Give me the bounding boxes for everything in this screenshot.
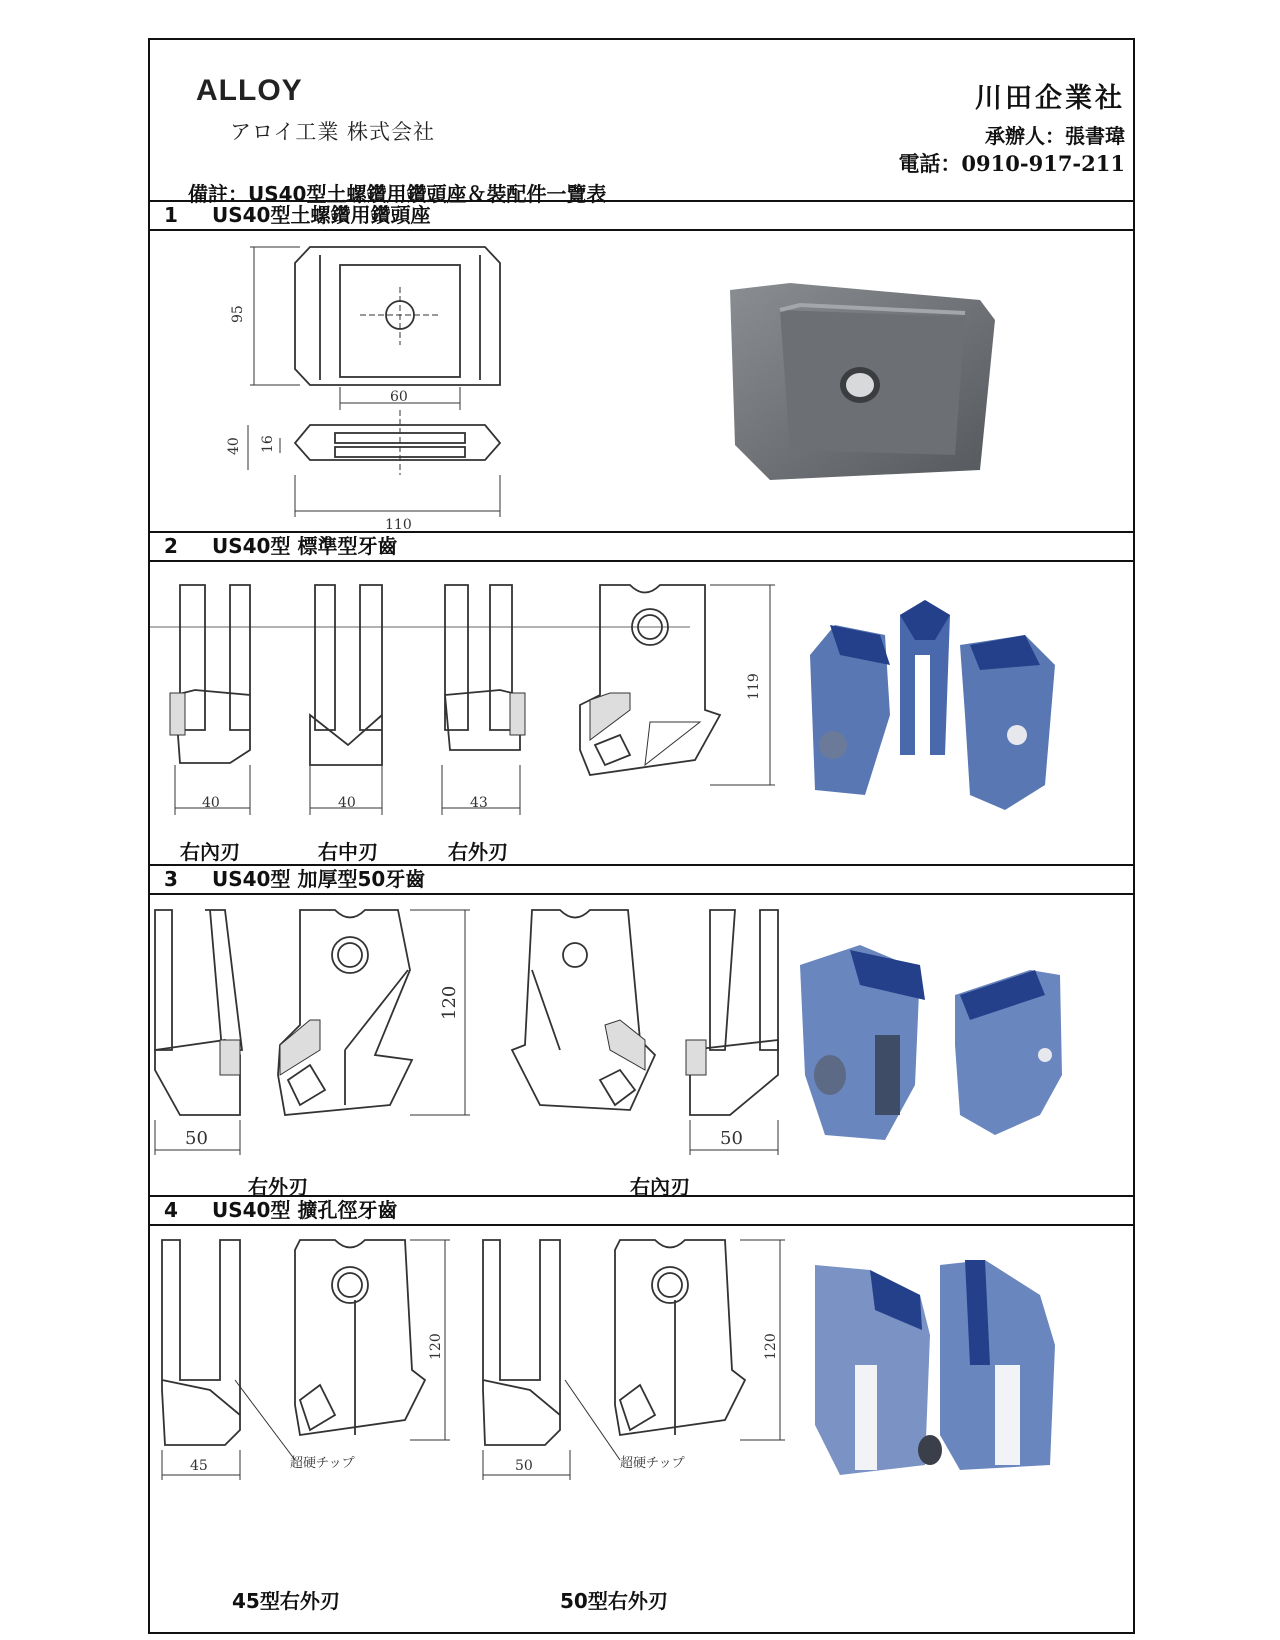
reamer-teeth-photo [810, 1255, 1080, 1485]
dim-110: 110 [385, 517, 412, 533]
dim-120-b: 120 [763, 1333, 779, 1360]
section-number: 4 [164, 1198, 178, 1222]
dim-50-b: 50 [720, 1128, 743, 1149]
spec-sheet [148, 38, 1135, 1634]
dim-60: 60 [390, 389, 408, 405]
dim-50: 50 [515, 1458, 533, 1474]
contact-person: 承辦人：張書瑋 [985, 124, 1125, 148]
dim-40-a: 40 [202, 795, 220, 811]
thick-teeth-drawing [150, 900, 790, 1160]
dim-120-a: 120 [428, 1333, 444, 1360]
caption-right-inner: 右內刃 [180, 840, 240, 864]
section-title: US40型土螺鑽用鑽頭座 [212, 203, 431, 227]
caption-right-middle: 右中刃 [318, 840, 378, 864]
section-title: US40型 標準型牙齒 [212, 534, 398, 558]
company-name: 川田企業社 [975, 83, 1125, 114]
dim-50-a: 50 [185, 1128, 208, 1149]
thick-teeth-photo [790, 925, 1090, 1155]
section-1-header [150, 200, 1133, 231]
dim-16: 16 [260, 435, 276, 453]
section-number: 1 [164, 203, 178, 227]
reamer-teeth-drawing [150, 1230, 810, 1490]
brand-logo-text: ALLOY [196, 74, 303, 107]
caption-50-right-outer: 50型右外刃 [560, 1589, 668, 1613]
section-2-header [150, 531, 1133, 562]
brand-subtitle: アロイ工業 株式会社 [230, 120, 436, 144]
caption-45-right-outer: 45型右外刃 [232, 1589, 340, 1613]
section-title: US40型 加厚型50牙齒 [212, 867, 426, 891]
note-carbide-tip-a: 超硬チップ [290, 1456, 355, 1471]
note-carbide-tip-b: 超硬チップ [620, 1456, 685, 1471]
section-title: US40型 擴孔徑牙齒 [212, 1198, 398, 1222]
dim-120: 120 [439, 985, 460, 1020]
caption-thick-right-outer: 右外刃 [248, 1175, 308, 1199]
dim-43: 43 [470, 795, 488, 811]
standard-teeth-drawing [150, 565, 790, 825]
section-number: 2 [164, 534, 178, 558]
caption-right-outer: 右外刃 [448, 840, 508, 864]
remark-title: 備註：US40型土螺鑽用鑽頭座＆裝配件一覽表 [188, 182, 607, 206]
section-number: 3 [164, 867, 178, 891]
section-3-header [150, 864, 1133, 895]
dim-40: 40 [226, 437, 242, 455]
holder-drawing [226, 235, 540, 535]
standard-teeth-photo [795, 595, 1075, 825]
dim-119: 119 [746, 673, 762, 700]
section-4-header [150, 1195, 1133, 1226]
dim-95: 95 [230, 305, 246, 323]
caption-thick-right-inner: 右內刃 [630, 1175, 690, 1199]
holder-photo [710, 265, 1010, 495]
phone-number: 電話：0910-917-211 [898, 151, 1125, 176]
dim-40-b: 40 [338, 795, 356, 811]
dim-45: 45 [190, 1458, 208, 1474]
